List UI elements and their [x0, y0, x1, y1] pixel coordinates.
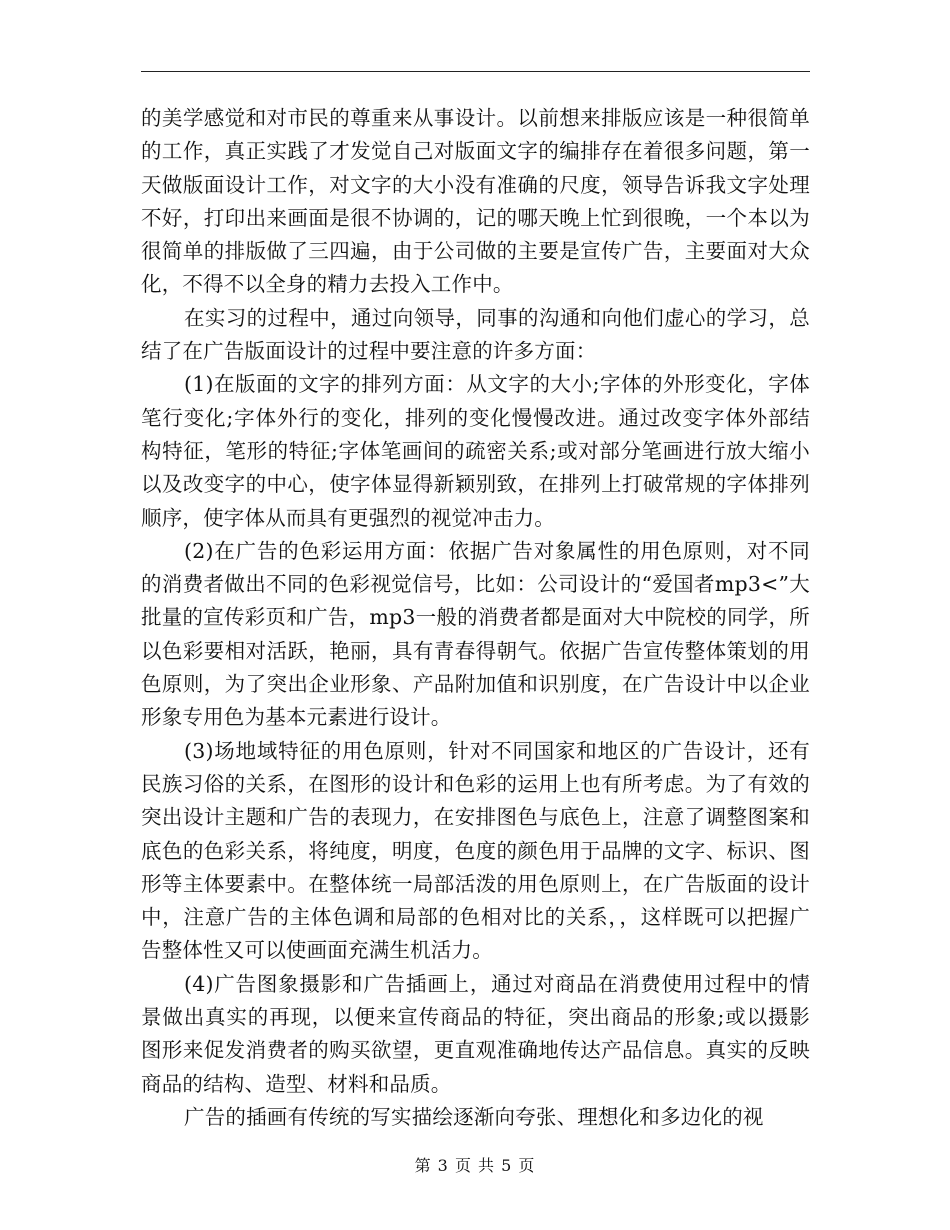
paragraph-item-4-photography: (4)广告图象摄影和广告插画上，通过对商品在消费使用过程中的情景做出真实的再现，以便来宣传商品的特征，突出商品的形象;或以摄影图形来促发消费者的购买欲望，更直观准确地传达产品信息。真实的反映商品的结构、造型、材料和品质。: [141, 971, 810, 1096]
header-rule: [141, 71, 810, 72]
paragraph-item-2-color-usage: (2)在广告的色彩运用方面：依据广告对象属性的用色原则，对不同的消费者做出不同的色彩视觉信号，比如：公司设计的“爱国者mp3<”大批量的宣传彩页和广告，mp3一般的消费者都是面对大中院校的同学，所以色彩要相对活跃，艳丽，具有青春得朝气。依据广告宣传整体策划的用色原则，为了突出企业形象、产品附加值和识别度，在广告设计中以企业形象专用色为基本元素进行设计。: [141, 538, 810, 730]
paragraph-item-3-regional-color: (3)场地域特征的用色原则，针对不同国家和地区的广告设计，还有民族习俗的关系，在图形的设计和色彩的运用上也有所考虑。为了有效的突出设计主题和广告的表现力，在安排图色与底色上，注意了调整图案和底色的色彩关系，将纯度，明度，色度的颜色用于品牌的文字、标识、图形等主体要素中。在整体统一局部活泼的用色原则上，在广告版面的设计中，注意广告的主体色调和局部的色相对比的关系，，这样既可以把握广告整体性又可以使画面充满生机活力。: [141, 738, 810, 963]
paragraph-illustration: 广告的插画有传统的写实描绘逐渐向夸张、理想化和多边化的视: [184, 1104, 764, 1129]
paragraph-internship-summary: 在实习的过程中，通过向领导，同事的沟通和向他们虚心的学习，总结了在广告版面设计的过程中要注意的许多方面：: [141, 305, 810, 364]
paragraph-item-1-text-layout: (1)在版面的文字的排列方面：从文字的大小;字体的外形变化，字体笔行变化;字体外行的变化，排列的变化慢慢改进。通过改变字体外部结构特征，笔形的特征;字体笔画间的疏密关系;或对部分笔画进行放大缩小以及改变字的中心，使字体显得新颖别致，在排列上打破常规的字体排列顺序，使字体从而具有更强烈的视觉冲击力。: [141, 372, 810, 530]
document-body: [141, 102, 810, 1134]
paragraph-continuation: 的美学感觉和对市民的尊重来从事设计。以前想来排版应该是一种很简单的工作，真正实践了才发觉自己对版面文字的编排存在着很多问题，第一天做版面设计工作，对文字的大小没有准确的尺度，领导告诉我文字处理不好，打印出来画面是很不协调的，记的哪天晚上忙到很晚，一个本以为很简单的排版做了三四遍，由于公司做的主要是宣传广告，主要面对大众化，不得不以全身的精力去投入工作中。: [141, 106, 810, 297]
page-number: 第 3 页 共 5 页: [414, 1156, 536, 1175]
